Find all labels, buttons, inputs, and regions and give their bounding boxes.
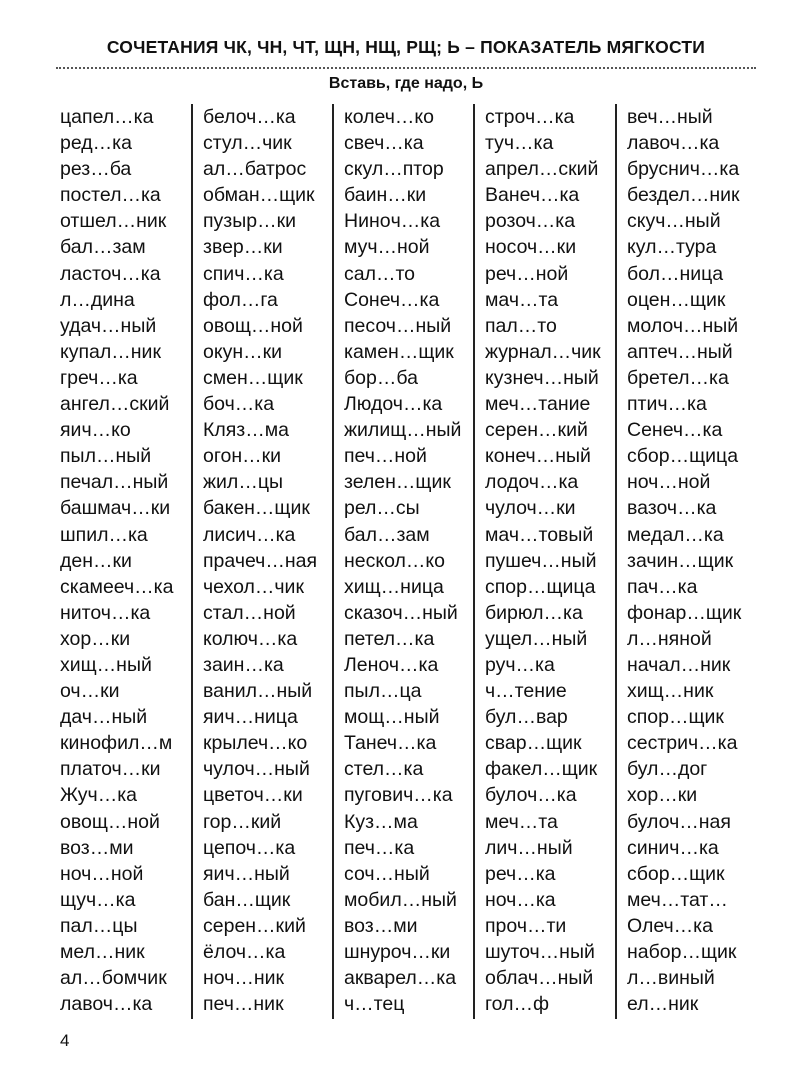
word-item: бал…зам (60, 236, 146, 259)
word-item: бруснич…ка (627, 158, 740, 181)
word-item: факел…щик (485, 758, 598, 781)
word-item: лодоч…ка (485, 471, 579, 494)
word-item: свар…щик (485, 732, 582, 755)
word-item: яич…ница (203, 706, 298, 729)
word-item: бакен…щик (203, 497, 310, 520)
word-item: бол…ница (627, 262, 724, 285)
word-column-2 (193, 104, 334, 1019)
word-item: Сенеч…ка (627, 419, 723, 442)
word-item: ден…ки (60, 549, 132, 572)
word-item: зачин…щик (627, 549, 734, 572)
word-item: колюч…ка (203, 627, 298, 650)
word-item: Жуч…ка (60, 784, 138, 807)
word-item: ноч…ной (60, 862, 144, 885)
word-item: синич…ка (627, 836, 719, 859)
word-item: скуч…ный (627, 210, 721, 233)
word-item: Леноч…ка (344, 653, 439, 676)
word-item: ноч…ник (203, 967, 285, 990)
word-item: ущел…ный (485, 627, 588, 650)
word-item: медал…ка (627, 523, 724, 546)
word-item: скамееч…ка (60, 575, 174, 598)
word-item: чулоч…ный (203, 758, 310, 781)
word-item: журнал…чик (485, 340, 601, 363)
word-item: смен…щик (203, 366, 303, 389)
word-column-1 (50, 104, 193, 1019)
word-item: цапел…ка (60, 106, 154, 128)
word-item: воз…ми (60, 836, 134, 859)
word-item: жил…цы (203, 471, 283, 494)
word-item: шпил…ка (60, 523, 148, 546)
word-item: птич…ка (627, 393, 707, 416)
word-item: петел…ка (344, 627, 435, 650)
word-item: аптеч…ный (627, 340, 733, 363)
word-item: фонар…щик (627, 601, 742, 624)
word-item: цепоч…ка (203, 836, 296, 859)
word-item: ч…тение (485, 680, 567, 703)
word-item: руч…ка (485, 653, 555, 676)
word-item: сестрич…ка (627, 732, 738, 755)
word-item: воз…ми (344, 914, 418, 937)
word-item: бретел…ка (627, 366, 729, 389)
word-item: кул…тура (627, 236, 717, 259)
word-item: нескол…ко (344, 549, 446, 572)
word-item: купал…ник (60, 340, 161, 363)
word-item: яич…ный (203, 862, 290, 885)
word-item: мощ…ный (344, 706, 440, 729)
word-item: ноч…ной (627, 471, 711, 494)
word-item: окун…ки (203, 340, 283, 363)
word-item: печ…ной (344, 445, 427, 468)
word-item: меч…та (485, 810, 558, 833)
word-item: свеч…ка (344, 132, 424, 155)
word-item: рел…сы (344, 497, 420, 520)
word-columns (50, 104, 759, 1019)
word-item: оцен…щик (627, 288, 726, 311)
word-item: греч…ка (60, 366, 138, 389)
word-item: бул…вар (485, 706, 568, 729)
word-item: бал…зам (344, 523, 430, 546)
word-item: ч…тец (344, 993, 405, 1016)
word-item: боч…ка (203, 393, 275, 416)
word-item: пач…ка (627, 575, 698, 598)
word-item: Ванеч…ка (485, 184, 580, 207)
word-item: бездел…ник (627, 184, 740, 207)
word-item: удач…ный (60, 314, 157, 337)
word-item: отшел…ник (60, 210, 167, 233)
word-item: розоч…ка (485, 210, 576, 233)
word-item: хор…ки (627, 784, 698, 807)
word-item: муч…ной (344, 236, 430, 259)
word-item: ал…батрос (203, 158, 307, 181)
word-item: носоч…ки (485, 236, 577, 259)
word-item: цветоч…ки (203, 784, 303, 807)
word-item: кинофил…м (60, 732, 173, 755)
word-item: Кляз…ма (203, 419, 289, 442)
word-item: конеч…ный (485, 445, 591, 468)
word-item: сбор…щица (627, 445, 739, 468)
word-item: шнуроч…ки (344, 941, 451, 963)
word-item: булоч…ная (627, 810, 731, 833)
word-item: прачеч…ная (203, 549, 318, 572)
word-item: стел…ка (344, 758, 424, 781)
word-item: лавоч…ка (60, 993, 153, 1016)
word-item: булоч…ка (485, 784, 577, 807)
word-item: башмач…ки (60, 497, 171, 520)
word-item: гор…кий (203, 810, 282, 833)
word-item: бирюл…ка (485, 601, 583, 624)
word-item: шуточ…ный (485, 941, 595, 963)
word-item: хищ…ница (344, 575, 444, 598)
word-item: пал…цы (60, 914, 138, 937)
word-item: бул…дог (627, 758, 708, 781)
word-item: жилищ…ный (344, 419, 462, 442)
word-item: туч…ка (485, 132, 554, 155)
word-item: сал…то (344, 262, 416, 285)
word-item: мел…ник (60, 941, 145, 963)
word-item: л…виный (627, 967, 715, 990)
word-item: молоч…ный (627, 314, 739, 337)
word-item: фол…га (203, 288, 278, 311)
word-item: пушеч…ный (485, 549, 597, 572)
word-item: баин…ки (344, 184, 427, 207)
word-item: крылеч…ко (203, 732, 308, 755)
word-item: лич…ный (485, 836, 573, 859)
word-item: мач…та (485, 288, 559, 311)
word-item: зелен…щик (344, 471, 451, 494)
word-item: вазоч…ка (627, 497, 717, 520)
word-item: камен…щик (344, 340, 454, 363)
word-item: пузыр…ки (203, 210, 297, 233)
word-item: ред…ка (60, 132, 132, 155)
word-item: бан…щик (203, 888, 291, 911)
word-item: реч…ной (485, 262, 569, 285)
word-item: меч…тат… (627, 888, 728, 911)
word-item: чулоч…ки (485, 497, 576, 520)
word-item: скул…птор (344, 158, 444, 181)
instruction: Вставь, где надо, Ь (328, 75, 484, 92)
word-item: песоч…ный (344, 314, 452, 337)
word-item: ниточ…ка (60, 601, 151, 624)
word-item: Сонеч…ка (344, 288, 440, 311)
word-item: спич…ка (203, 262, 284, 285)
word-item: звер…ки (203, 236, 283, 259)
word-item: ел…ник (627, 993, 699, 1016)
word-item: л…няной (627, 627, 712, 650)
word-item: дач…ный (60, 706, 148, 729)
word-item: кузнеч…ный (485, 366, 599, 389)
word-item: бор…ба (344, 366, 418, 389)
word-item: ноч…ка (485, 888, 556, 911)
word-item: заин…ка (203, 653, 284, 676)
word-item: огон…ки (203, 445, 282, 468)
word-item: соч…ный (344, 862, 430, 885)
word-item: спор…щик (627, 706, 724, 729)
word-item: Олеч…ка (627, 914, 713, 937)
word-item: хищ…ник (627, 680, 714, 703)
word-item: ёлоч…ка (203, 941, 286, 963)
page-title: СОЧЕТАНИЯ ЧК, ЧН, ЧТ, ЩН, НЩ, РЩ; Ь – ПОКАЗАТЕЛЬ МЯГКОСТИ (106, 37, 706, 57)
word-item: мобил…ный (344, 888, 457, 911)
word-item: белоч…ка (203, 106, 296, 128)
word-item: овощ…ной (60, 810, 160, 833)
word-item: щуч…ка (60, 888, 136, 911)
word-item: хор…ки (60, 627, 131, 650)
page-number: 4 (60, 1031, 70, 1050)
word-item: набор…щик (627, 941, 737, 963)
word-item: ал…бомчик (60, 967, 167, 990)
word-item: лисич…ка (203, 523, 296, 546)
word-item: ласточ…ка (60, 262, 161, 285)
word-item: спор…щица (485, 575, 596, 598)
word-item: печал…ный (60, 471, 169, 494)
word-item: гол…ф (485, 993, 550, 1016)
word-item: Танеч…ка (344, 732, 437, 755)
word-item: пал…то (485, 314, 557, 337)
word-item: стул…чик (203, 132, 292, 155)
word-item: сказоч…ный (344, 601, 458, 624)
word-item: серен…кий (203, 914, 306, 937)
word-column-3 (334, 104, 475, 1019)
word-column-4 (475, 104, 617, 1019)
word-item: лавоч…ка (627, 132, 720, 155)
word-item: акварел…ка (344, 967, 457, 990)
word-item: овощ…ной (203, 314, 303, 337)
word-item: ванил…ный (203, 680, 313, 703)
word-item: постел…ка (60, 184, 161, 207)
word-item: Куз…ма (344, 810, 418, 833)
word-item: строч…ка (485, 106, 575, 128)
word-item: платоч…ки (60, 758, 161, 781)
word-item: ангел…ский (60, 393, 170, 416)
word-item: хищ…ный (60, 653, 152, 676)
word-item: колеч…ко (344, 106, 434, 128)
word-item: обман…щик (203, 184, 315, 207)
word-item: печ…ник (203, 993, 284, 1016)
word-column-5 (617, 104, 759, 1019)
word-item: сбор…щик (627, 862, 725, 885)
word-item: проч…ти (485, 914, 567, 937)
word-item: серен…кий (485, 419, 588, 442)
word-item: стал…ной (203, 601, 296, 624)
word-item: начал…ник (627, 653, 731, 676)
word-item: пугович…ка (344, 784, 453, 807)
word-item: пыл…ный (60, 445, 152, 468)
word-item: л…дина (60, 288, 135, 311)
word-item: Людоч…ка (344, 393, 443, 416)
dotted-divider (56, 67, 756, 69)
word-item: печ…ка (344, 836, 415, 859)
word-item: Нинoч…ка (344, 210, 441, 233)
word-item: мач…товый (485, 523, 594, 546)
word-item: оч…ки (60, 680, 120, 703)
word-item: веч…ный (627, 106, 713, 128)
word-item: рез…ба (60, 158, 132, 181)
word-item: меч…тание (485, 393, 591, 416)
word-item: реч…ка (485, 862, 556, 885)
word-item: яич…ко (60, 419, 131, 442)
word-item: чехол…чик (203, 575, 304, 598)
word-item: пыл…ца (344, 680, 422, 703)
word-item: облач…ный (485, 967, 594, 990)
word-item: апрел…ский (485, 158, 599, 181)
